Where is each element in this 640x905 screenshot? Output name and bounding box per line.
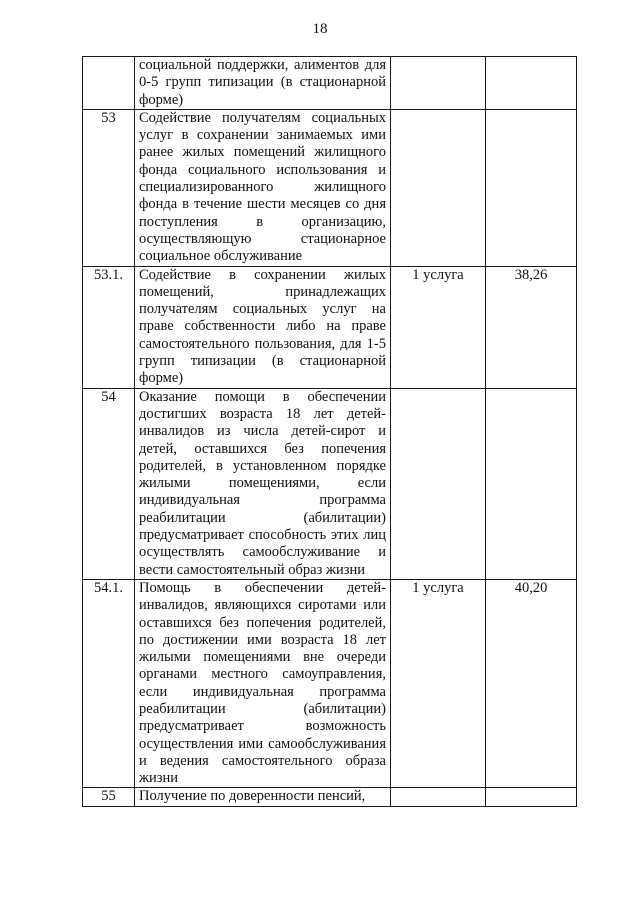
page-number: 18: [312, 21, 328, 37]
service-unit: 1 услуга: [391, 266, 486, 388]
row-number: [83, 57, 135, 110]
table-row: [83, 788, 577, 806]
service-description: Оказание помощи в обеспечении достигших возраста 18 лет детей-инвалидов из числа детей-сирот и детей, оставшихся без попечения родителей, в установленном порядке жилыми помещениями, если индивидуальная программа реабилитации (абилитации) предусматривает способность этих лиц осуществлять самообслуживание и вести самостоятельный образ жизни: [135, 388, 391, 579]
service-description: Получение по доверенности пенсий,: [135, 788, 391, 806]
service-price: [486, 57, 577, 110]
row-number: 55: [83, 788, 135, 806]
service-price: [486, 788, 577, 806]
service-unit: [391, 388, 486, 579]
row-number: 54.1.: [83, 579, 135, 788]
service-unit: 1 услуга: [391, 579, 486, 788]
table-row: [83, 109, 577, 266]
service-price: 40,20: [486, 579, 577, 788]
service-unit: [391, 109, 486, 266]
service-description: социальной поддержки, алиментов для 0-5 групп типизации (в стационарной форме): [135, 57, 391, 110]
service-price: [486, 109, 577, 266]
services-table: [82, 56, 577, 807]
service-description: Помощь в обеспечении детей-инвалидов, являющихся сиротами или оставшихся без попечения родителей, по достижении ими возраста 18 лет жилыми помещениями вне очереди органами местного самоуправления, если индивидуальная программа реабилитации (абилитации) предусматривает возможность осуществления ими самообслуживания и ведения самостоятельного образа жизни: [135, 579, 391, 788]
row-number: 53.1.: [83, 266, 135, 388]
table-row: [83, 579, 577, 788]
service-description: Содействие получателям социальных услуг в сохранении занимаемых ими ранее жилых помещений жилищного фонда социального использования и специализированного жилищного фонда в течение шести месяцев со дня поступления в организацию, осуществляющую стационарное социальное обслуживание: [135, 109, 391, 266]
service-unit: [391, 57, 486, 110]
table-row: [83, 266, 577, 388]
service-unit: [391, 788, 486, 806]
row-number: 53: [83, 109, 135, 266]
table-row: [83, 57, 577, 110]
service-price: [486, 388, 577, 579]
table-row: [83, 388, 577, 579]
service-description: Содействие в сохранении жилых помещений, принадлежащих получателям социальных услуг на праве собственности либо на праве самостоятельного пользования, для 1-5 групп типизации (в стационарной форме): [135, 266, 391, 388]
row-number: 54: [83, 388, 135, 579]
service-price: 38,26: [486, 266, 577, 388]
